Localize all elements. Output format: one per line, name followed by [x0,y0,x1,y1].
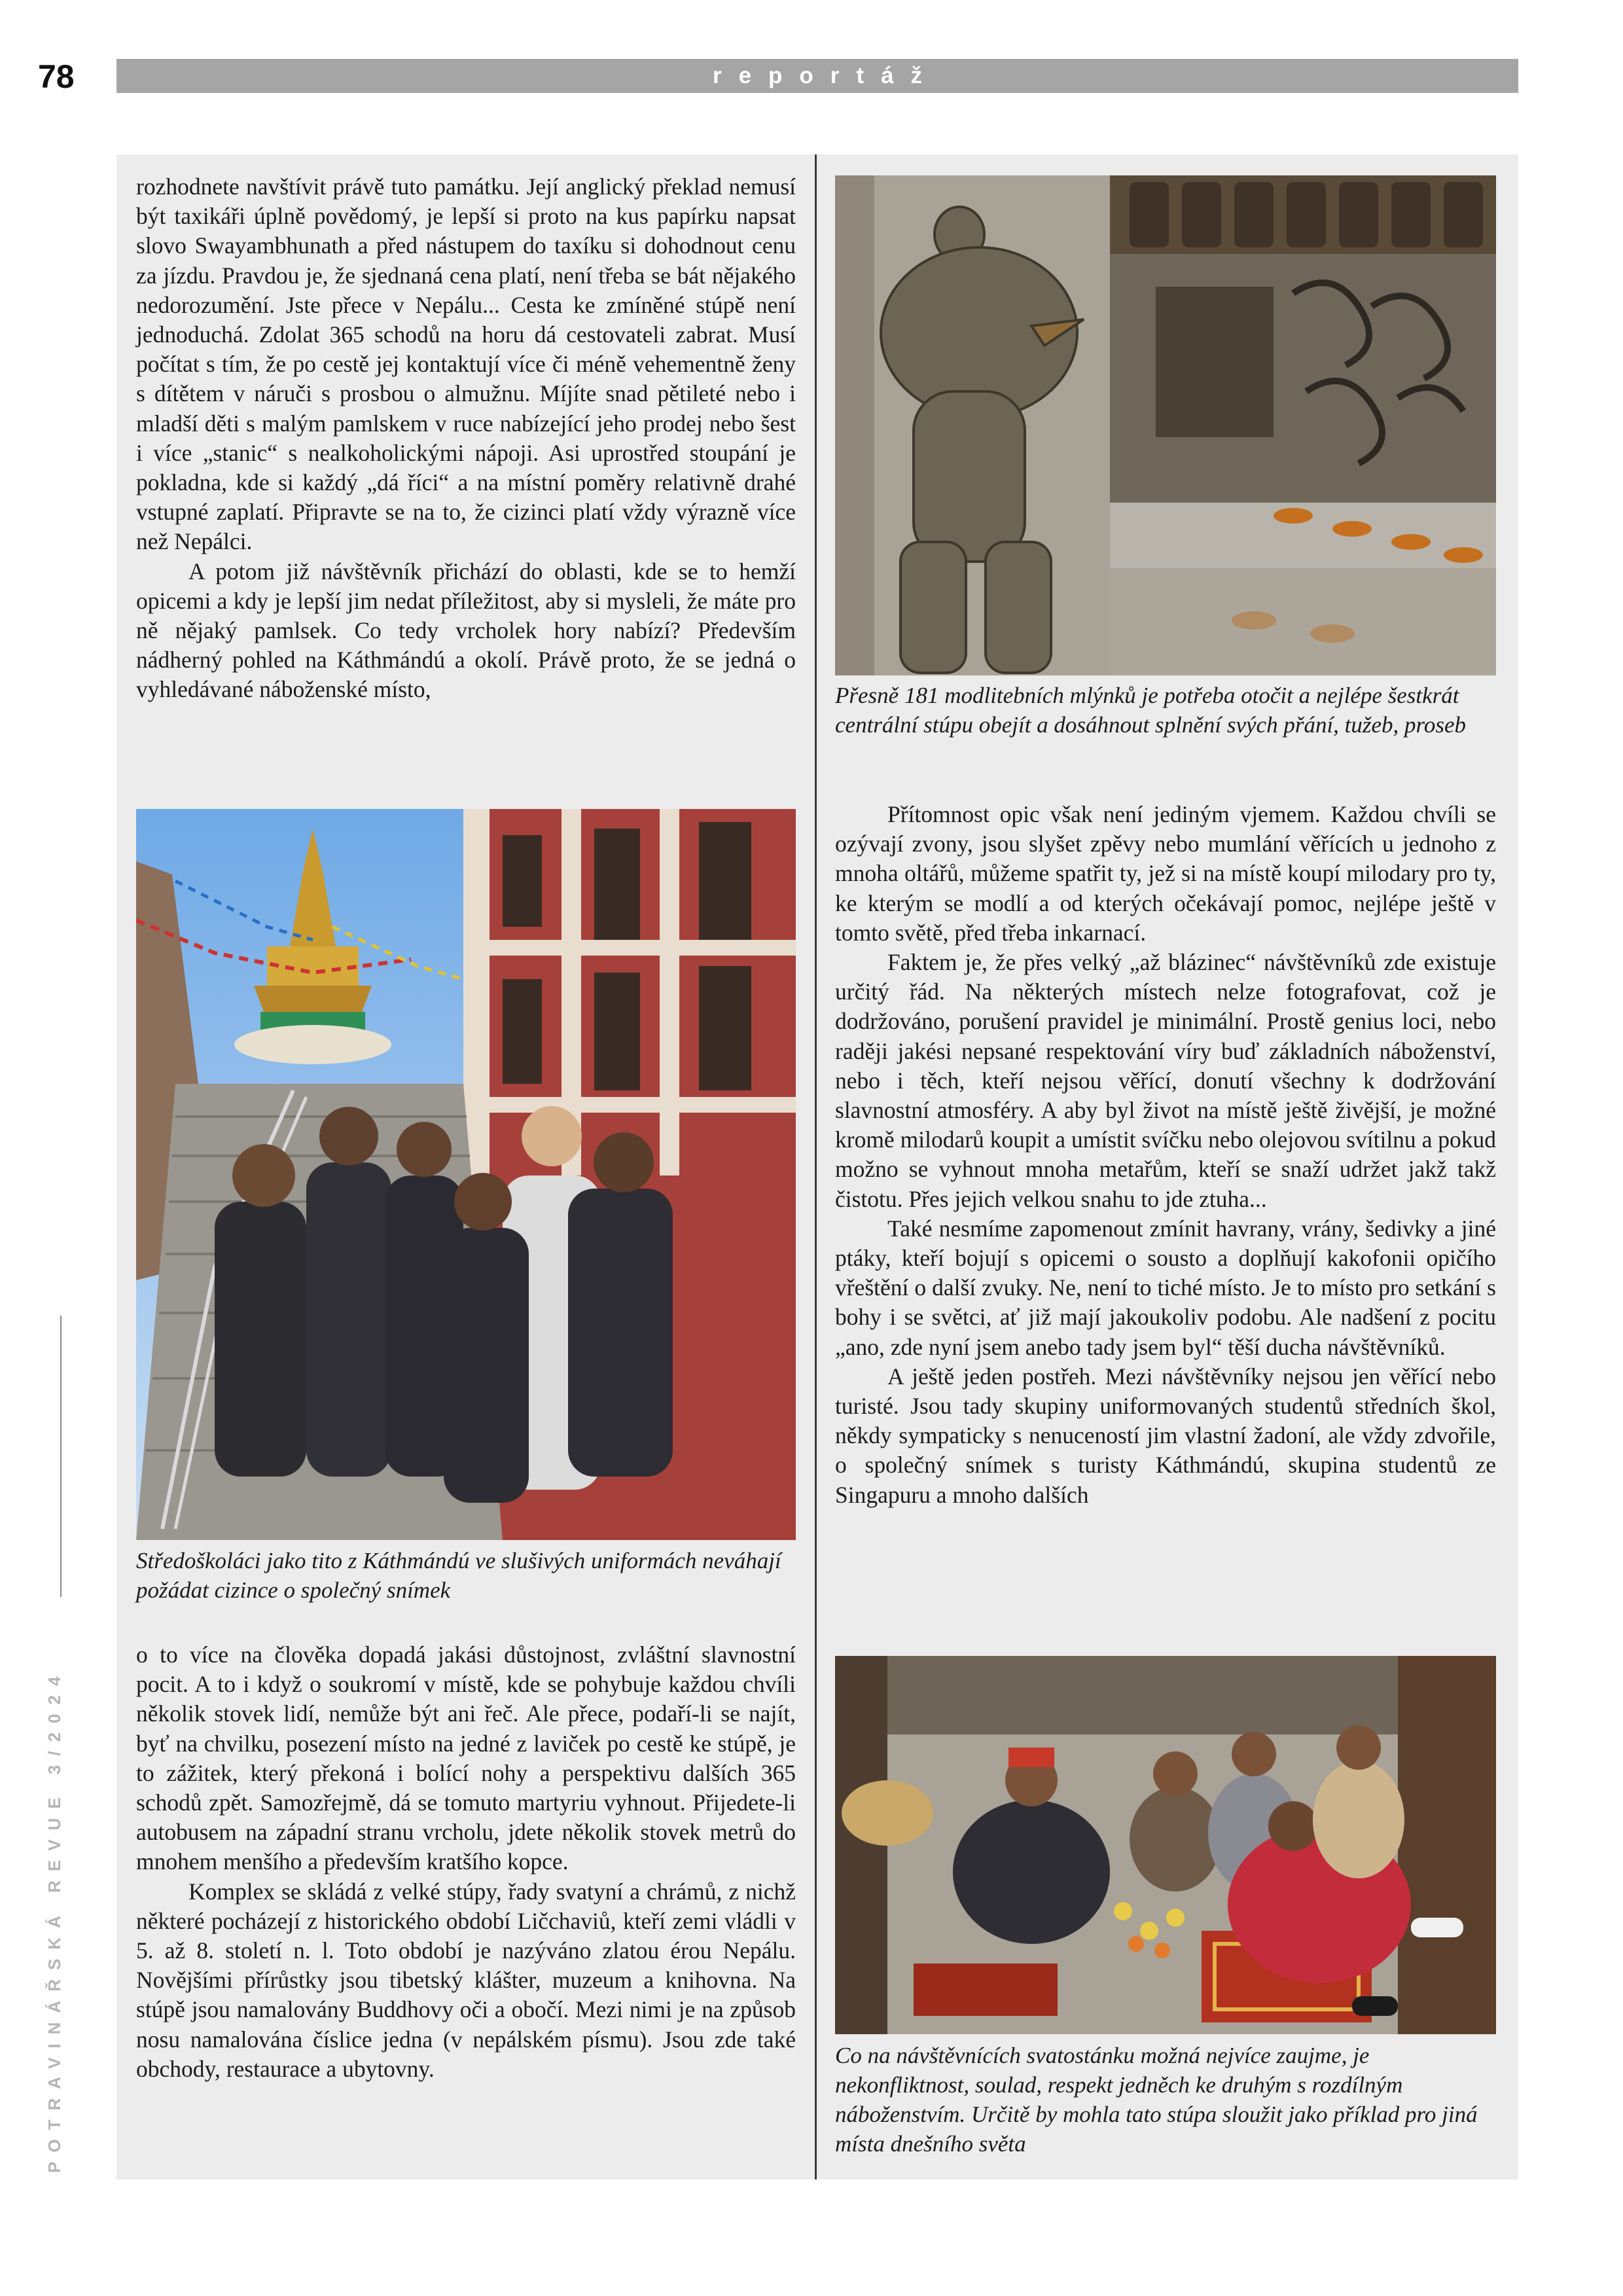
column-divider [815,154,817,2179]
paragraph: A ještě jeden postřeh. Mezi návštěvníky nejsou jen věřící nebo turisté. Jsou tady skupiny uniformovaných studentů středních škol, někdy sympaticky s nenuceností jim vlastní žadoní, ale vždy zdvořile, o společný snímek s turisty Káthmándú, skupina studentů ze Singapuru a mnoho dalších [835,1363,1496,1508]
paragraph: Přítomnost opic však není jediným vjemem. Každou chvíli se ozývají zvony, jsou slyšet zpěvy nebo mumlání věřících u jednoho z mnoha oltářů, můžeme spatřit ty, jež si na místě koupí milodary pro ty, ke kterým se modlí a od kterých očekávají pomoc, nejlépe ještě v tomto světě, před třeba inkarnací. [835,801,1496,946]
left-text-block-2 [136,1640,796,2084]
side-rule [60,1316,62,1597]
left-text-block-1 [136,172,796,705]
magazine-side-label: POTRAVINÁŘSKÁ REVUE 3/2024 [45,1667,64,2173]
paragraph: Faktem je, že přes velký „až blázinec“ návštěvníků zde existuje určitý řád. Na některých místech nelze fotografovat, což je dodržováno, porušení pravidel je minimální. Prostě genius loci, nebo raději jakési nepsané respektování víry buď základních náboženství, nebo i těch, kteří nejsou věřící, donutí všechny k dodržování slavnostní atmosféry. A aby byl život na místě ještě živější, je možné kromě milodarů koupit a umístit svíčku nebo olejovou svítilnu a pokud možno se vyhnout mnoha metařům, kteří se snaží udržet jakž takž čistotu. Přes jejich velkou snahu to jde ztuha... [835,949,1496,1212]
photo-students-stupa [136,809,796,1540]
paragraph: A potom již návštěvník přichází do oblasti, kde se to hemží opicemi a kdy je lepší jim nedat příležitost, aby si mysleli, že máte pro ně nějaký pamlsek. Co tedy vrcholek hory nabízí? Především nádherný pohled na Káthmándú a okolí. Právě proto, že se jedná o vyhledávané náboženské místo, [136,558,796,703]
photo-lion-prayer-wheels [835,175,1496,675]
caption-students: Středoškoláci jako tito z Káthmándú ve slušivých uniformách neváhají požádat cizince o společný snímek [136,1548,781,1603]
paragraph: o to více na člověka dopadá jakási důstojnost, zvláštní slavnostní pocit. A to i když o soukromí v místě, kde se pohybuje každou chvíli několik stovek lidí, nemůže být ani řeč. Ale přece, podaří-li se najít, byť na chvilku, posezení místo na jedné z laviček po cestě ke stúpě, je to zážitek, který překoná i bolící nohy a perspektivu dalších 365 schodů zpět. Samozřejmě, dá se tomuto martyriu vyhnout. Přijedete-li autobusem na západní stranu vrcholu, jdete několik stovek metrů do mnohem menšího a především kratšího kopce. [136,1641,796,1875]
section-label: reportáž [712,63,940,88]
paragraph: Také nesmíme zapomenout zmínit havrany, vrány, šedivky a jiné ptáky, kteří bojují s opicemi o sousto a doplňují kakofonii opičího vřeštění o další zvuky. Ne, není to tiché místo. Je to místo pro setkání s bohy i se světci, ať již mají jakoukoliv podobu. Ale nadšení z pocitu „ano, zde nyní jsem anebo tady jsem byl“ těší ducha návštěvníků. [835,1215,1496,1360]
section-header-band [116,59,1518,93]
caption-prayer-wheels: Přesně 181 modlitebních mlýnků je potřeba otočit a nejlépe šestkrát centrální stúpu obejít a dosáhnout splnění svých přání, tužeb, proseb [835,683,1467,738]
right-text-block [835,800,1496,1510]
page-number: 78 [38,58,75,95]
paragraph: rozhodnete navštívit právě tuto památku. Její anglický překlad nemusí být taxikáři úplně povědomý, je lepší si proto na kus papírku napsat slovo Swayambhunath a před nástupem do taxíku si dohodnout cenu za jízdu. Pravdou je, že sjednaná cena platí, není třeba se bát nějakého nedorozumění. Jste přece v Nepálu... Cesta ke zmíněné stúpě není jednoduchá. Zdolat 365 schodů na horu dá cestovateli zabrat. Musí počítat s tím, že po cestě jej kontaktují více či méně vehementně ženy s dítětem v náruči s prosbou o almužnu. Míjíte snad pětileté nebo i mladší děti s malým pamlskem v ruce nabízející jeho prodej nebo šest i více „stanic“ s nealkoholickými nápoji. Asi uprostřed stoupání je pokladna, kde si každý „dá říci“ a na místní poměry relativně drahé vstupné zaplatí. Připravte se na to, že cizinci platí vždy výrazně více než Nepálci. [136,173,796,555]
photo-worshippers [835,1656,1496,2034]
caption-worshippers: Co na návštěvnících svatostánku možná nejvíce zaujme, je nekonfliktnost, soulad, respekt jedněch ke druhým s rozdílným náboženstvím. Určitě by mohla tato stúpa sloužit jako příklad pro jiná místa dnešního světa [835,2043,1478,2157]
paragraph: Komplex se skládá z velké stúpy, řady svatyní a chrámů, z nichž některé pocházejí z historického období Ličchaviů, kteří zemi vládli v 5. až 8. století n. l. Toto období je nazýváno zlatou érou Nepálu. Novějšími přírůstky jsou tibetský klášter, muzeum a knihovna. Na stúpě jsou namalovány Buddhovy oči a obočí. Mezi nimi je na způsob nosu namalována číslice jedna (v nepálském písmu). Jsou zde také obchody, restaurace a ubytovny. [136,1878,796,2082]
